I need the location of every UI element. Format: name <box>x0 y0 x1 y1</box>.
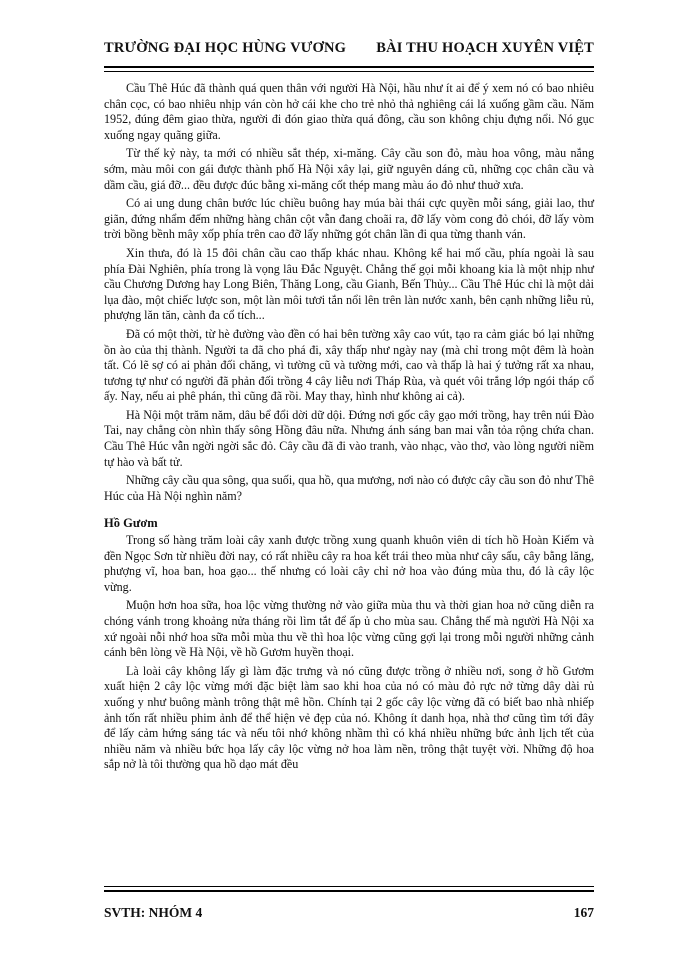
header-rule-thin <box>104 71 594 72</box>
paragraph: Xin thưa, đó là 15 đôi chân cầu cao thấp khác nhau. Không kể hai mố cầu, phía ngoài là sau phía Đài Nghiên, phía trong là vọng lâu Đắc Nguyệt. Chẳng thế gọi mỗi khoang kia là một nhịp như cầu Chương Dương hay Long Biên, Thăng Long, cầu Gianh, Bến Thủy... Cầu Thê Húc chỉ là một dải lụa đào, một chiếc lược son, một làn môi tươi tắn nổi lên trên làn nước xanh, bên cạnh những liễu rủ, phượng lăn tăn, cành đa cổ tích... <box>104 245 594 323</box>
page-header <box>104 40 594 57</box>
paragraph: Từ thế kỷ này, ta mới có nhiều sắt thép, xi-măng. Cây cầu son đỏ, màu hoa vông, màu nắng sớm, màu môi con gái được thành phố Hà Nội xây lại, giữ nguyên dáng cũ, những cọc chân cầu và dầm cầu, giá đỡ... đều được đúc bằng xi-măng cốt thép mang màu áo đỏ như thuở xưa. <box>104 146 594 192</box>
header-document-title: BÀI THU HOẠCH XUYÊN VIỆT <box>376 40 594 56</box>
header-school-name: TRƯỜNG ĐẠI HỌC HÙNG VƯƠNG <box>104 40 347 56</box>
paragraph: Là loài cây không lấy gì làm đặc trưng và nó cũng được trồng ở nhiều nơi, song ở hồ Gươm xuất hiện 2 cây lộc vừng mới đặc biệt làm sao khi hoa của nó có màu đỏ rực nở từng dây dài rủ xuống y như buông mành trông thật mê hồn. Chính tại 2 gốc cây lộc vừng đã có biết bao nhà nhiếp ảnh tốn rất nhiều phim ảnh để thể hiện vẻ đẹp của nó. Không ít danh họa, nhà thơ cũng tìm tới đây để lấy cảm hứng sáng tác và nếu tôi nhớ không nhầm thì có khá nhiều những bức ảnh lịch tết của nhiều năm và nhiều bức họa lấy cây lộc vừng nở hoa làm nền, trông thật tuyệt vời. Những độ hoa sắp nở là tôi thường qua hồ dạo mát đều <box>104 663 594 772</box>
section-heading: Hồ Gươm <box>104 516 158 531</box>
footer-group-label: SVTH: NHÓM 4 <box>104 905 203 920</box>
footer-rule-thin <box>104 886 594 887</box>
paragraph: Cầu Thê Húc đã thành quá quen thân với người Hà Nội, hầu như ít ai để ý xem nó có bao nhiêu chân cọc, có bao nhiêu nhịp ván còn hở cái khe cho trẻ nhỏ thả nghiêng cái lá xuống gầm cầu. Năm 1952, đúng đêm giao thừa, người đi đón giao thừa quá đông, cầu son không chịu đựng nổi. Nó gục xuống ngay quãng giữa. <box>104 81 594 142</box>
page-number: 167 <box>573 905 594 920</box>
header-rule <box>104 66 594 68</box>
page-footer <box>104 905 594 921</box>
paragraph: Muộn hơn hoa sữa, hoa lộc vừng thường nở vào giữa mùa thu và thời gian hoa nở cũng diễn ra chóng vánh trong khoảng nửa tháng rồi lìm tắt để ấp ủ cho mùa sau. Chẳng thế mà người Hà Nội xa xứ ngoài nỗi nhớ hoa sữa mỗi mùa thu về thì hoa lộc vừng cũng gợi lại trong mỗi người những cảnh cánh bên lòng về Hà Nội, về hồ Gươm huyền thoại. <box>104 598 594 660</box>
paragraph: Những cây cầu qua sông, qua suối, qua hồ, qua mương, nơi nào có được cây cầu son đỏ như Thê Húc của Hà Nội nghìn năm? <box>104 473 594 503</box>
paragraph: Có ai ung dung chân bước lúc chiều buông hay múa bài thái cực quyền mỗi sáng, giải lao, thư giãn, đứng nhẩm đếm những hàng chân cột vẫn đang choãi ra, đỡ lấy vòm cong đỏ chói, đỡ lấy vòm trời bồng bềnh mây xốp phía trên cao đỡ lấy những gót chân lần đi qua từng thanh ván. <box>104 196 594 242</box>
paragraph: Hà Nội một trăm năm, dâu bể đổi dời dữ dội. Đứng nơi gốc cây gạo mới trồng, hay trên núi Đào Tai, nay chẳng còn nhìn thấy sông Hồng đâu nữa. Nhưng ánh sáng ban mai vẫn tỏa rộng chứa chan. Cầu Thê Húc vẫn ngời ngời sắc đỏ. Cây cầu đã đi vào tranh, vào nhạc, vào thơ, vào lòng người niềm tự hào và bất tử. <box>104 407 594 469</box>
page-body <box>104 81 594 776</box>
paragraph: Trong số hàng trăm loài cây xanh được trồng xung quanh khuôn viên di tích hồ Hoàn Kiếm và đền Ngọc Sơn từ nhiều đời nay, có rất nhiều cây ra hoa kết trái theo mùa như cây sấu, cây bằng lăng, phượng vĩ, hoa ban, hoa gạo... thế nhưng có loài cây chỉ nở hoa vào đúng mùa thu, đó là cây lộc vừng. <box>104 533 594 594</box>
footer-rule <box>104 890 594 892</box>
paragraph: Đã có một thời, từ hè đường vào đền có hai bên tường xây cao vút, tạo ra cảm giác bó lại những ồn ào của thị thành. Người ta đã cho phá đi, xây thấp như ngày nay (mà chỉ trong một đêm là hoàn tất. Có lẽ sợ có ai phản đối chăng, vì tường cũ và tường mới, cao và thấp là hai ý tưởng rất xa nhau, tương tự như có người đã phản đối trồng 4 cây liễu nơi Tháp Rùa, và quét vôi trắng lớp ngói tháp cổ ấy. Nay, nếu ai phê phán, thì cũng đã rồi. May thay, hình như không ai cả). <box>104 326 594 404</box>
